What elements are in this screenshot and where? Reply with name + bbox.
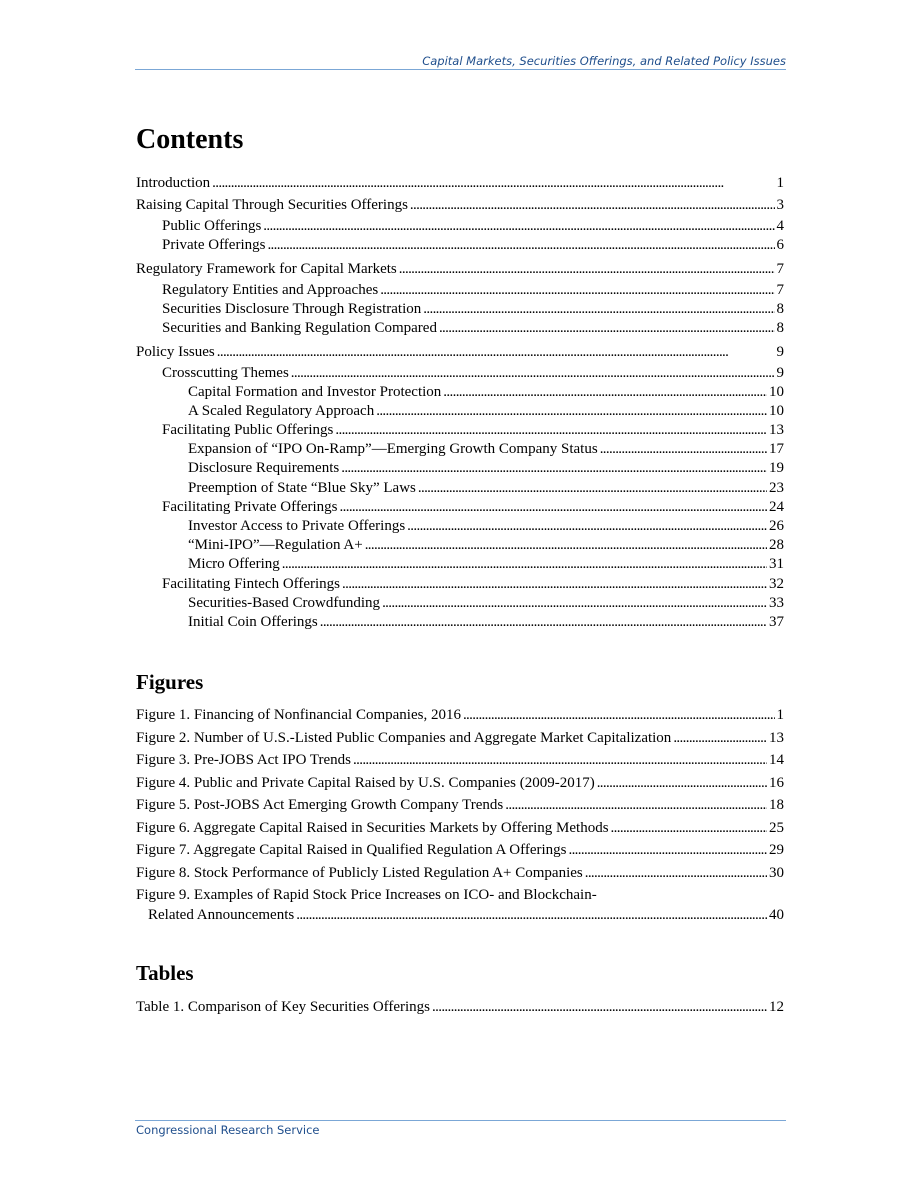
footer-rule — [135, 1120, 786, 1121]
toc-entry-disclosure-requirements[interactable]: Disclosure Requirements . . . 19 — [136, 459, 784, 478]
figure-entry-9-line1: Figure 9. Examples of Rapid Stock Price Increases on ICO- and Blockchain- — [136, 887, 597, 903]
toc-entry-crowdfunding[interactable]: Securities-Based Crowdfunding . . . 33 — [136, 594, 784, 613]
toc-entry-introduction[interactable]: Introduction . . . 1 — [136, 172, 784, 194]
figure-entry-4[interactable]: Figure 4. Public and Private Capital Raised by U.S. Companies (2009-2017) . . . 16 — [136, 772, 784, 795]
figure-entry-6[interactable]: Figure 6. Aggregate Capital Raised in Securities Markets by Offering Methods . . . 25 — [136, 817, 784, 840]
toc-entry-facilitating-fintech[interactable]: Facilitating Fintech Offerings . . . 32 — [136, 575, 784, 594]
toc-entry-scaled-regulatory[interactable]: A Scaled Regulatory Approach . . . 10 — [136, 402, 784, 421]
contents-list — [136, 172, 784, 632]
header-rule — [135, 69, 786, 70]
toc-entry-regulatory-framework[interactable]: Regulatory Framework for Capital Markets . . . 7 — [136, 258, 784, 280]
toc-entry-policy-issues[interactable]: Policy Issues . . . 9 — [136, 341, 784, 363]
toc-entry-blue-sky[interactable]: Preemption of State “Blue Sky” Laws . . . 23 — [136, 479, 784, 498]
contents-heading: Contents — [136, 124, 244, 155]
toc-entry-initial-coin[interactable]: Initial Coin Offerings . . . 37 — [136, 613, 784, 632]
figure-entry-2[interactable]: Figure 2. Number of U.S.-Listed Public Companies and Aggregate Market Capitalization . . . 13 — [136, 727, 784, 750]
toc-entry-private-offerings[interactable]: Private Offerings . . . 6 — [136, 236, 784, 255]
toc-entry-securities-banking[interactable]: Securities and Banking Regulation Compared . . . 8 — [136, 319, 784, 338]
figure-entry-3[interactable]: Figure 3. Pre-JOBS Act IPO Trends . . . 14 — [136, 749, 784, 772]
toc-entry-ipo-on-ramp[interactable]: Expansion of “IPO On-Ramp”—Emerging Growth Company Status . . . 17 — [136, 440, 784, 459]
toc-entry-investor-access[interactable]: Investor Access to Private Offerings . . . 26 — [136, 517, 784, 536]
figure-entry-7[interactable]: Figure 7. Aggregate Capital Raised in Qualified Regulation A Offerings . . . 29 — [136, 839, 784, 862]
toc-entry-micro-offering[interactable]: Micro Offering . . . 31 — [136, 555, 784, 574]
footer-org: Congressional Research Service — [136, 1123, 320, 1137]
toc-entry-public-offerings[interactable]: Public Offerings . . . 4 — [136, 217, 784, 236]
figure-entry-8[interactable]: Figure 8. Stock Performance of Publicly Listed Regulation A+ Companies . . . 30 — [136, 862, 784, 885]
running-header: Capital Markets, Securities Offerings, and Related Policy Issues — [422, 54, 786, 68]
tables-list — [136, 996, 784, 1019]
toc-entry-mini-ipo[interactable]: “Mini-IPO”—Regulation A+ . . . 28 — [136, 536, 784, 555]
figure-entry-1[interactable]: Figure 1. Financing of Nonfinancial Companies, 2016 . . . 1 — [136, 704, 784, 727]
figures-heading: Figures — [136, 670, 204, 694]
toc-entry-regulatory-entities[interactable]: Regulatory Entities and Approaches . . . 7 — [136, 281, 784, 300]
toc-entry-raising-capital[interactable]: Raising Capital Through Securities Offerings . . . 3 — [136, 194, 784, 216]
table-entry-1[interactable]: Table 1. Comparison of Key Securities Offerings . . . 12 — [136, 996, 784, 1019]
figure-entry-9-line2: Related Announcements . . . 40 — [136, 906, 784, 925]
figures-list — [136, 704, 784, 925]
toc-entry-securities-disclosure[interactable]: Securities Disclosure Through Registration . . . 8 — [136, 300, 784, 319]
figure-entry-5[interactable]: Figure 5. Post-JOBS Act Emerging Growth Company Trends . . . 18 — [136, 794, 784, 817]
toc-entry-facilitating-public[interactable]: Facilitating Public Offerings . . . 13 — [136, 421, 784, 440]
tables-heading: Tables — [136, 961, 194, 985]
figure-entry-9[interactable] — [136, 884, 784, 925]
toc-entry-crosscutting-themes[interactable]: Crosscutting Themes . . . 9 — [136, 364, 784, 383]
toc-entry-capital-formation[interactable]: Capital Formation and Investor Protection . . . 10 — [136, 383, 784, 402]
toc-entry-facilitating-private[interactable]: Facilitating Private Offerings . . . 24 — [136, 498, 784, 517]
